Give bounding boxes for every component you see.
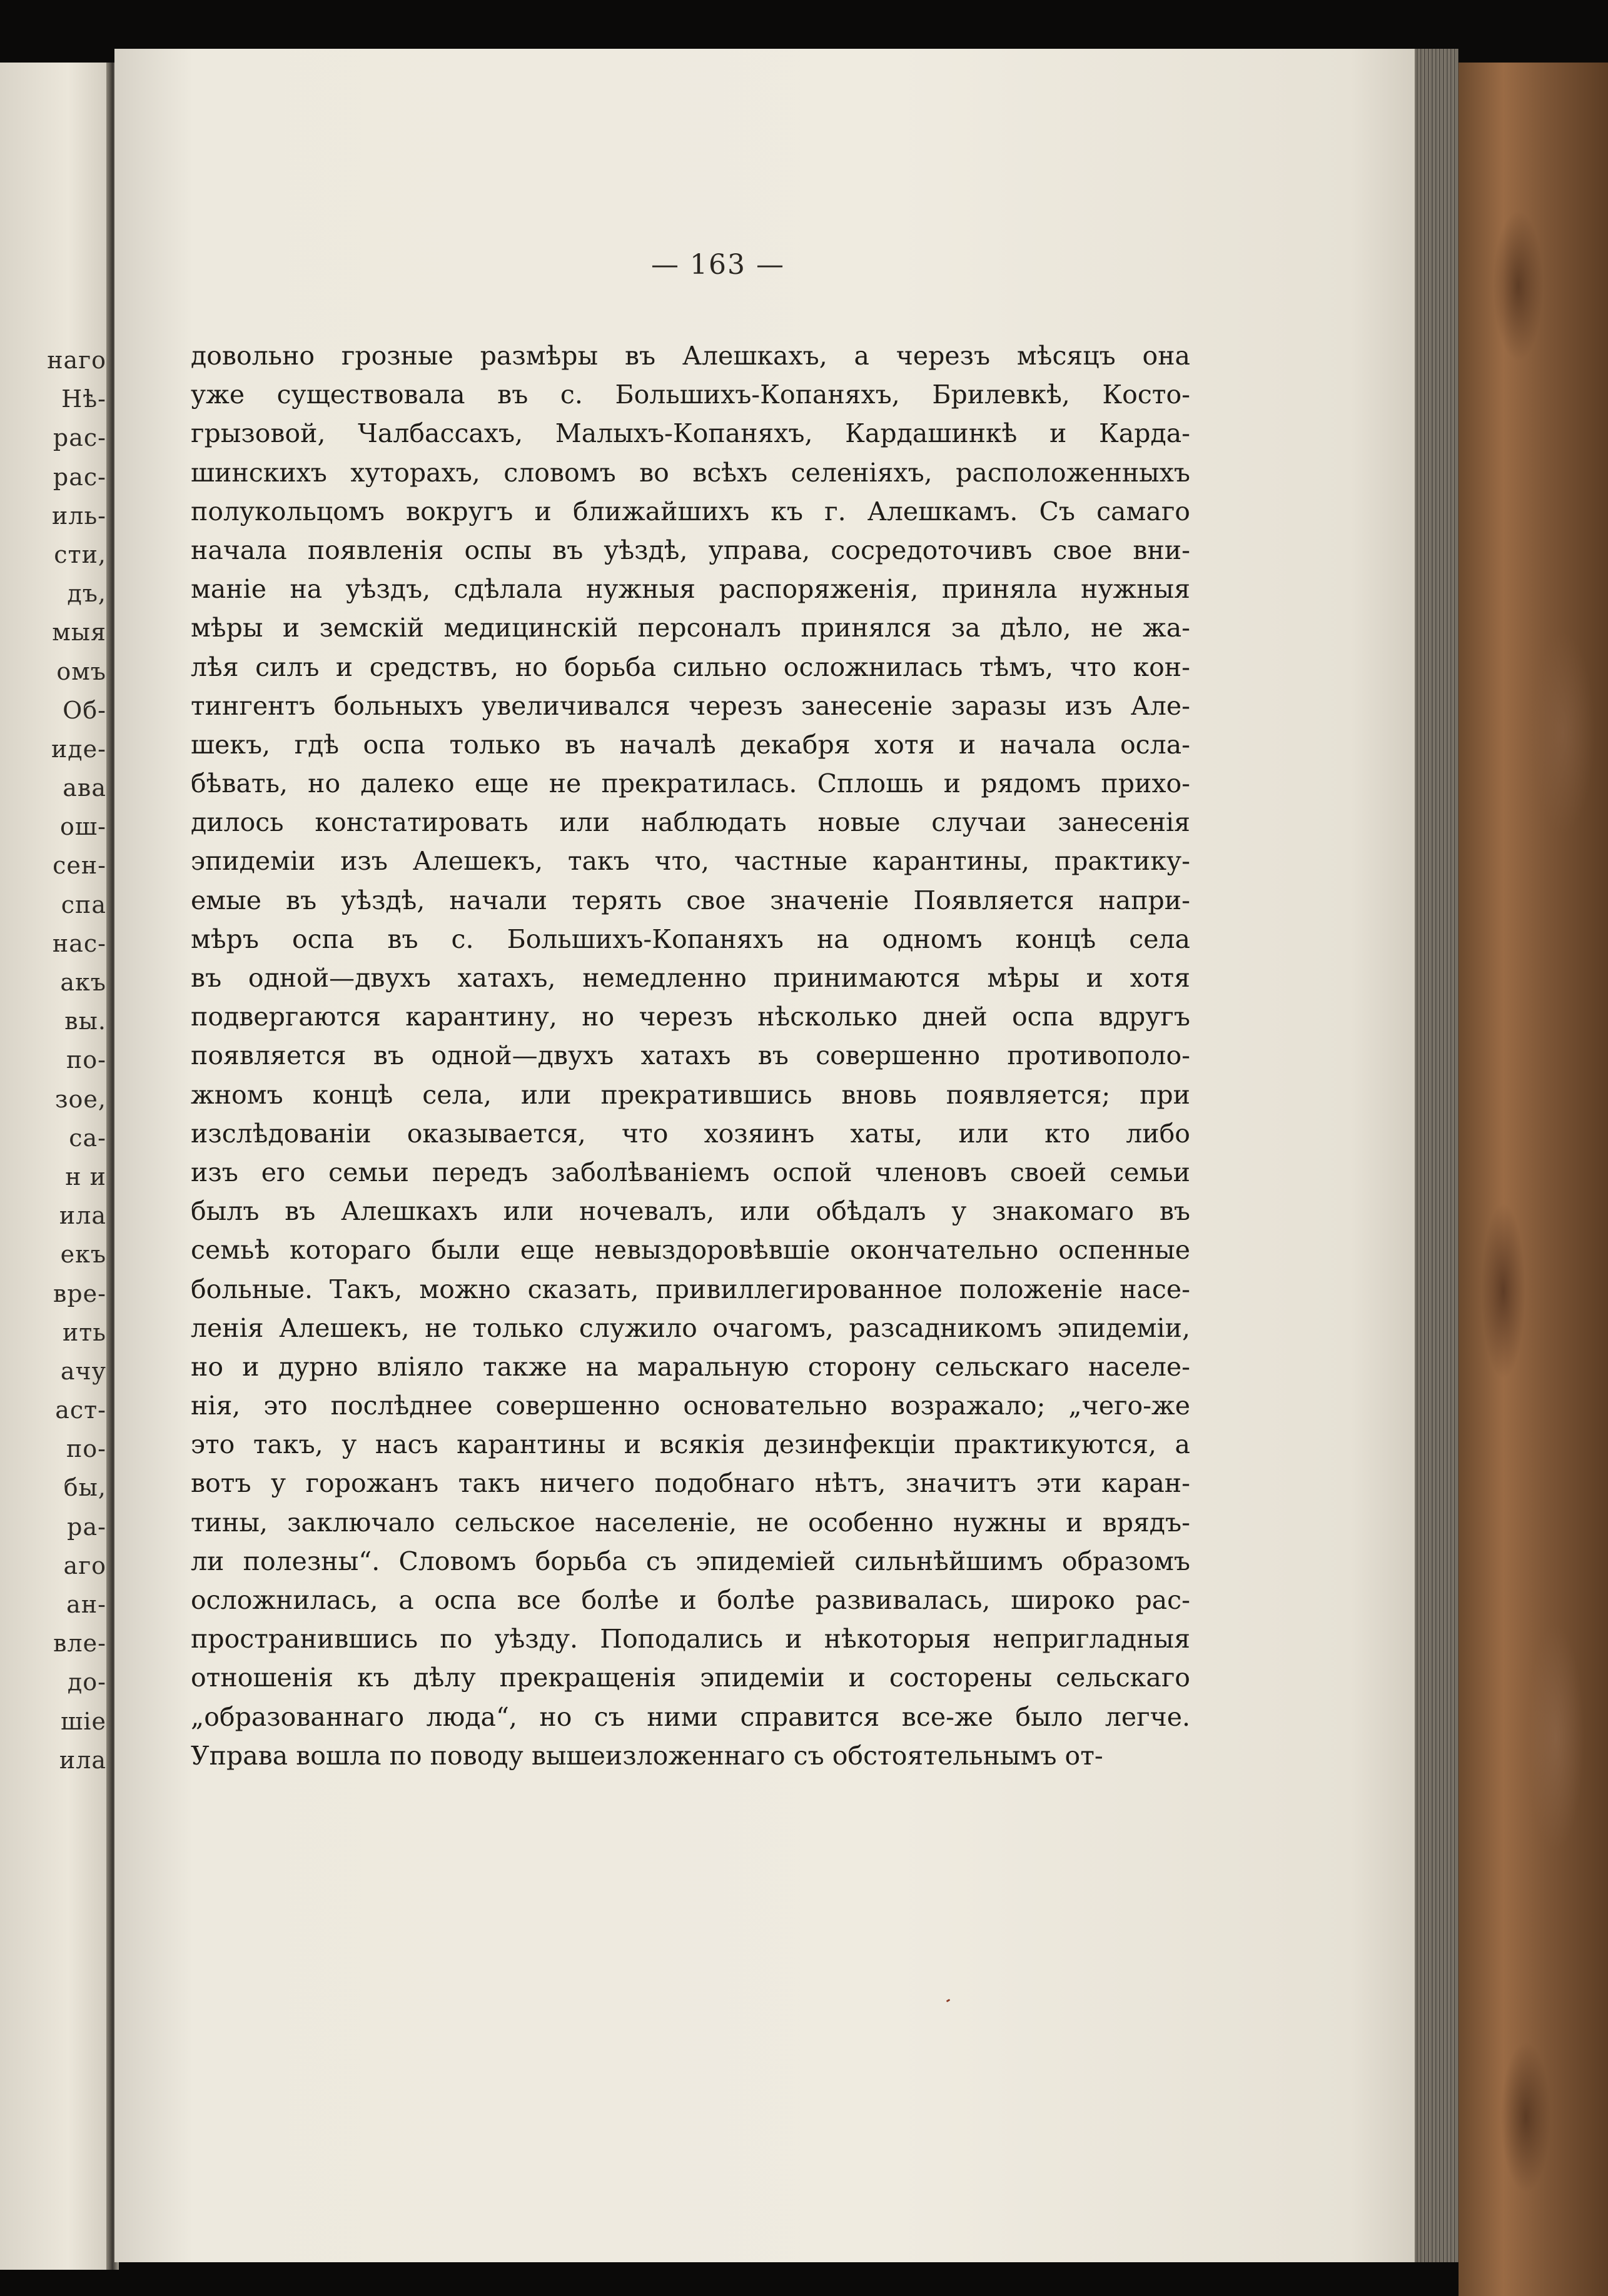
- page-edges: [1415, 49, 1459, 2262]
- text-line: изслѣдованіи оказывается, что хозяинъ хаты, или кто либо: [191, 1118, 1190, 1149]
- left-page-fragment: рас-: [53, 463, 106, 491]
- left-page: [0, 63, 114, 2270]
- text-line: тингентъ больныхъ увеличивался черезъ занесеніе заразы изъ Але-: [191, 690, 1190, 721]
- text-line: отношенія къ дѣлу прекращенія эпидеміи и состорены сельскаго: [191, 1663, 1190, 1693]
- left-page-fragment: омъ: [56, 657, 106, 685]
- left-page-fragment: ош-: [59, 813, 106, 841]
- text-line: подвергаются карантину, но черезъ нѣсколько дней оспа вдругъ: [191, 1002, 1190, 1032]
- left-page-fragment: ить: [62, 1318, 106, 1346]
- text-line: эпидеміи изъ Алешекъ, такъ что, частные карантины, практику-: [191, 846, 1190, 877]
- left-page-fragment: нас-: [52, 929, 106, 957]
- text-line: больные. Такъ, можно сказать, привиллегированное положеніе насе-: [191, 1274, 1190, 1304]
- text-line: шекъ, гдѣ оспа только въ началѣ декабря хотя и начала осла-: [191, 729, 1190, 760]
- text-line: въ одной—двухъ хатахъ, немедленно принимаются мѣры и хотя: [191, 963, 1190, 993]
- left-page-fragment: по-: [66, 1435, 106, 1463]
- left-page-fragments: [0, 341, 106, 1780]
- left-page-fragment: аст-: [55, 1396, 106, 1424]
- left-page-fragment: иль-: [52, 501, 106, 530]
- text-line: но и дурно вліяло также на маральную сторону сельскаго населе-: [191, 1351, 1190, 1382]
- text-line: пространившись по уѣзду. Поподались и нѣкоторыя непригладныя: [191, 1624, 1190, 1654]
- text-line: довольно грозные размѣры въ Алешкахъ, а черезъ мѣсяцъ она: [191, 341, 1190, 371]
- left-page-fragment: до-: [67, 1668, 106, 1696]
- text-line: бѣвать, но далеко еще не прекратилась. Сплошь и рядомъ прихо-: [191, 768, 1190, 799]
- left-page-fragment: ила: [59, 1746, 106, 1774]
- text-line: ли полезны“. Словомъ борьба съ эпидеміей сильнѣйшимъ образомъ: [191, 1546, 1190, 1576]
- text-line: нія, это послѣднее совершенно основательно возражало; „чего-же: [191, 1391, 1190, 1421]
- text-line: шинскихъ хуторахъ, словомъ во всѣхъ селеніяхъ, расположенныхъ: [191, 457, 1190, 488]
- left-page-fragment: зое,: [54, 1085, 106, 1113]
- left-page-fragment: дъ,: [67, 580, 106, 608]
- text-line: осложнилась, а оспа все болѣе и болѣе развивалась, широко рас-: [191, 1585, 1190, 1615]
- text-line: емые въ уѣздѣ, начали терять свое значеніе Появляется напри-: [191, 885, 1190, 915]
- text-line: изъ его семьи передъ заболѣваніемъ оспой членовъ своей семьи: [191, 1157, 1190, 1187]
- left-page-fragment: вре-: [53, 1279, 106, 1307]
- text-line: мѣры и земскій медицинскій персоналъ принялся за дѣло, не жа-: [191, 613, 1190, 643]
- left-page-fragment: наго: [47, 346, 106, 374]
- left-page-fragment: сен-: [53, 852, 106, 880]
- left-page-fragment: ила: [59, 1202, 106, 1230]
- left-page-fragment: Об-: [63, 696, 106, 724]
- text-line: ленія Алешекъ, не только служило очагомъ, разсадникомъ эпидеміи,: [191, 1312, 1190, 1343]
- right-page: [114, 49, 1415, 2262]
- text-line: это такъ, у насъ карантины и всякія дезинфекціи практикуются, а: [191, 1429, 1190, 1460]
- left-page-fragment: ачу: [60, 1357, 106, 1385]
- left-page-fragment: ра-: [67, 1513, 106, 1541]
- left-page-fragment: ава: [63, 774, 106, 802]
- left-page-fragment: вле-: [53, 1629, 106, 1658]
- cover-mottle: [1459, 63, 1608, 2296]
- text-line: начала появленія оспы въ уѣздѣ, управа, сосредоточивъ свое вни-: [191, 535, 1190, 565]
- left-page-fragment: екъ: [60, 1241, 106, 1269]
- text-line: дилось констатировать или наблюдать новые случаи занесенія: [191, 807, 1190, 838]
- text-line: маніе на уѣздъ, сдѣлала нужныя распоряженія, приняла нужныя: [191, 574, 1190, 605]
- text-line: грызовой, Чалбассахъ, Малыхъ-Копаняхъ, Кардашинкѣ и Карда-: [191, 418, 1190, 449]
- left-page-fragment: н и: [65, 1162, 106, 1191]
- left-page-fragment: по-: [66, 1046, 106, 1074]
- left-page-fragment: бы,: [63, 1474, 106, 1502]
- text-line: появляется въ одной—двухъ хатахъ въ совершенно противополо-: [191, 1040, 1190, 1071]
- text-line: „образованнаго люда“, но съ ними справится все-же было легче.: [191, 1701, 1190, 1732]
- text-line: лѣя силъ и средствъ, но борьба сильно осложнилась тѣмъ, что кон-: [191, 652, 1190, 682]
- left-page-fragment: рас-: [53, 424, 106, 452]
- left-page-fragment: спа: [61, 890, 106, 919]
- text-line: семьѣ котораго были еще невыздоровѣвшіе окончательно оспенные: [191, 1235, 1190, 1266]
- text-line: вотъ у горожанъ такъ ничего подобнаго нѣтъ, значитъ эти каран-: [191, 1468, 1190, 1499]
- text-line: Управа вошла по поводу вышеизложеннаго съ обстоятельнымъ от-: [191, 1740, 1103, 1771]
- page-number: — 163 —: [651, 249, 785, 281]
- text-line: тины, заключало сельское населеніе, не особенно нужны и врядъ-: [191, 1507, 1190, 1538]
- left-page-fragment: вы.: [64, 1007, 106, 1035]
- left-page-fragment: аго: [63, 1551, 106, 1579]
- text-line: былъ въ Алешкахъ или ночевалъ, или обѣдалъ у знакомаго въ: [191, 1196, 1190, 1227]
- left-page-fragment: сти,: [54, 540, 106, 568]
- left-page-fragment: мыя: [52, 618, 106, 647]
- text-line: жномъ концѣ села, или прекратившись вновь появляется; при: [191, 1079, 1190, 1110]
- body-text: [191, 336, 1190, 1775]
- text-line: мѣръ оспа въ с. Большихъ-Копаняхъ на одномъ концѣ села: [191, 924, 1190, 954]
- text-line: полукольцомъ вокругъ и ближайшихъ къ г. Алешкамъ. Съ самаго: [191, 496, 1190, 526]
- ink-mark: [946, 1999, 951, 2003]
- left-page-fragment: ан-: [66, 1591, 106, 1618]
- left-page-fragment: шіе: [61, 1707, 106, 1735]
- marbled-cover: [1459, 63, 1608, 2296]
- left-page-fragment: акъ: [60, 969, 106, 996]
- text-line: уже существовала въ с. Большихъ-Копаняхъ, Брилевкѣ, Косто-: [191, 380, 1190, 410]
- left-page-fragment: иде-: [51, 735, 106, 763]
- left-page-fragment: Нѣ-: [61, 385, 106, 413]
- left-page-fragment: са-: [69, 1124, 106, 1152]
